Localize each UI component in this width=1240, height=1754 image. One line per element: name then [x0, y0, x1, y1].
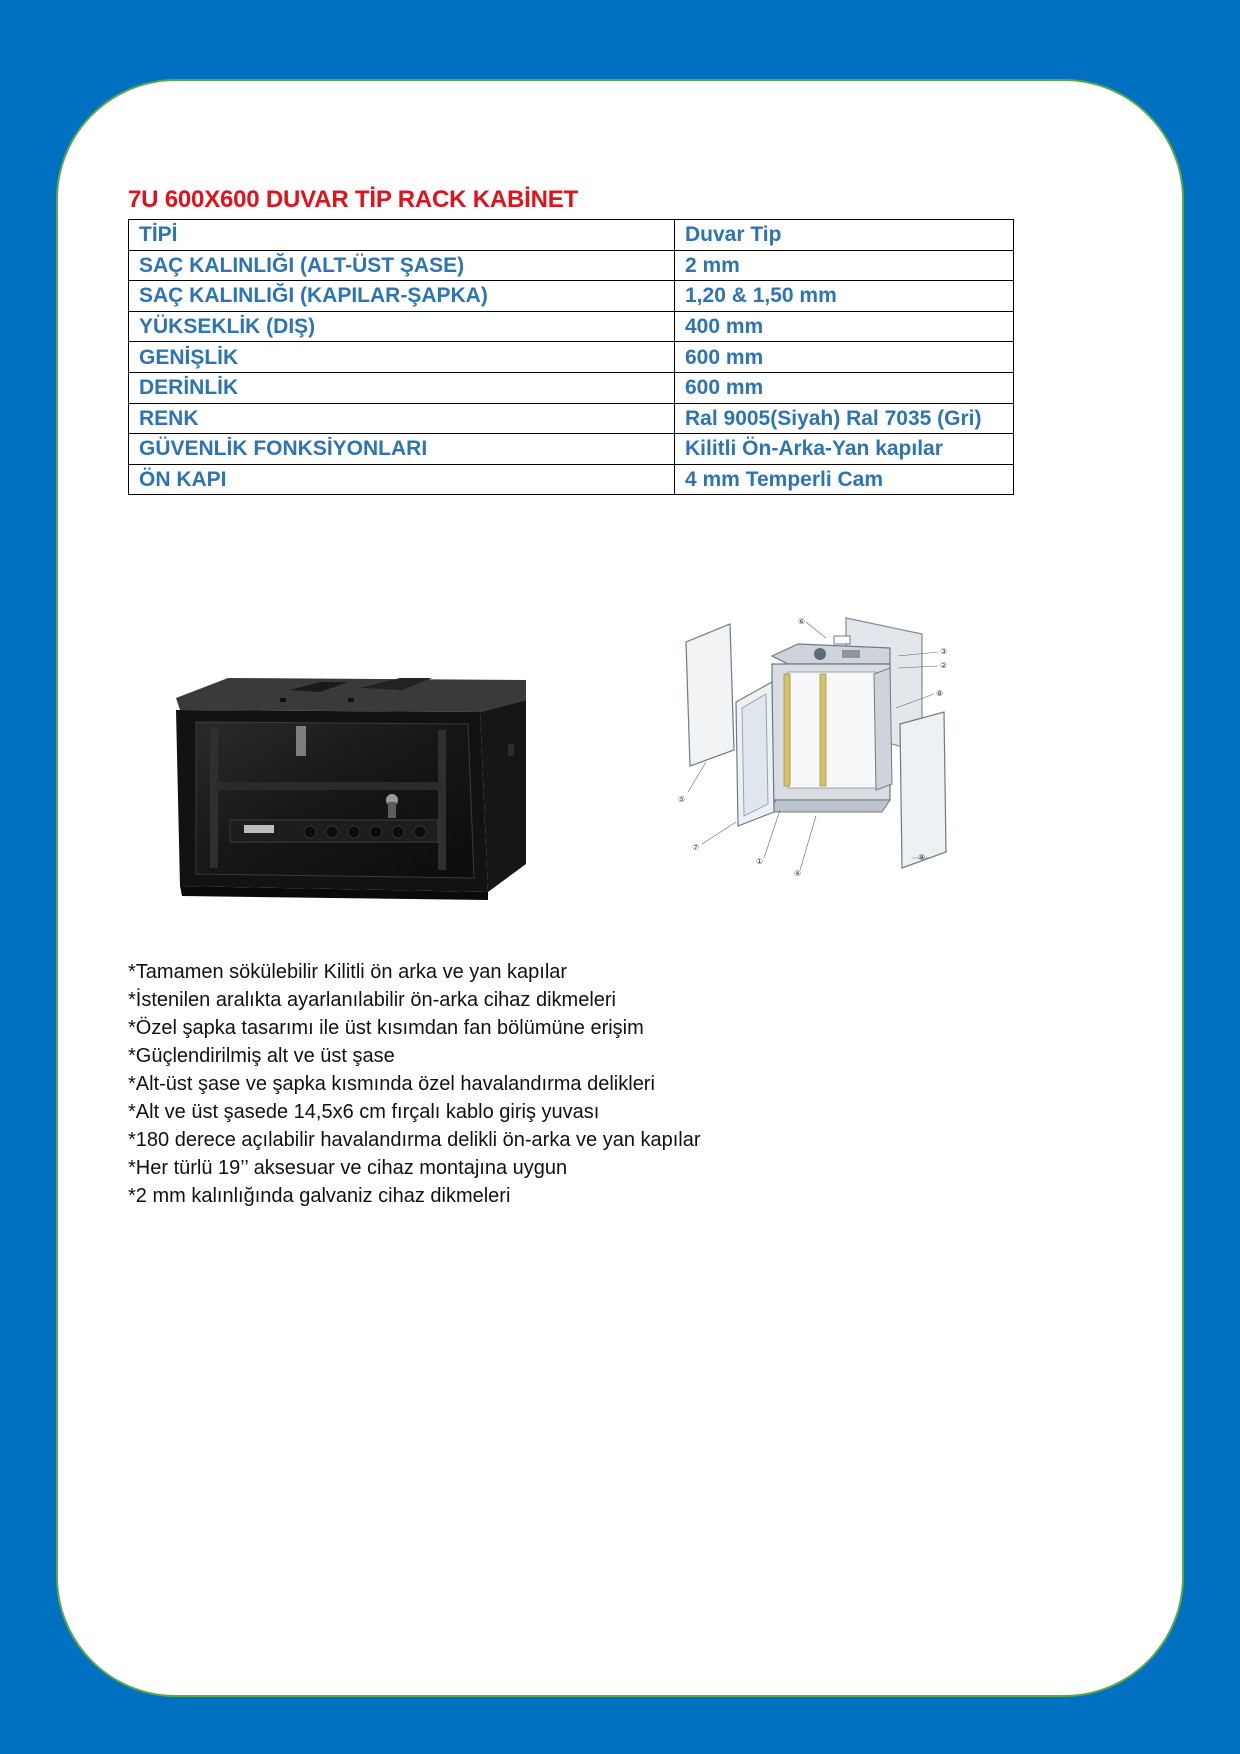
spec-label: DERİNLİK	[129, 372, 675, 403]
spec-value: 1,20 & 1,50 mm	[675, 281, 1014, 312]
table-row	[129, 281, 1014, 312]
callout-label: ③	[940, 647, 948, 656]
list-item: *Her türlü 19’’ aksesuar ve cihaz montajına uygun	[128, 1157, 568, 1179]
feature-list	[128, 958, 701, 1210]
spec-value: Duvar Tip	[675, 220, 1014, 251]
page-title: 7U 600X600 DUVAR TİP RACK KABİNET	[128, 186, 578, 213]
callout-label: ⑦	[692, 843, 700, 852]
spec-value: 600 mm	[675, 372, 1014, 403]
spec-value: 4 mm Temperli Cam	[675, 464, 1014, 495]
table-row	[129, 342, 1014, 373]
spec-label: RENK	[129, 403, 675, 434]
spec-label: GÜVENLİK FONKSİYONLARI	[129, 434, 675, 465]
exploded-diagram	[676, 612, 966, 880]
spec-value: 400 mm	[675, 311, 1014, 342]
cabinet-photo	[170, 670, 532, 902]
list-item: *Özel şapka tasarımı ile üst kısımdan fan bölümüne erişim	[128, 1017, 644, 1039]
list-item: *Alt ve üst şasede 14,5x6 cm fırçalı kablo giriş yuvası	[128, 1101, 600, 1123]
table-row	[129, 220, 1014, 251]
spec-value: Kilitli Ön-Arka-Yan kapılar	[675, 434, 1014, 465]
callout-label: ①	[756, 857, 764, 866]
list-item: *2 mm kalınlığında galvaniz cihaz dikmeleri	[128, 1185, 511, 1207]
spec-value: 2 mm	[675, 250, 1014, 281]
table-row	[129, 311, 1014, 342]
spec-label: ÖN KAPI	[129, 464, 675, 495]
list-item: *İstenilen aralıkta ayarlanılabilir ön-arka cihaz dikmeleri	[128, 989, 616, 1011]
list-item: *Alt-üst şase ve şapka kısmında özel havalandırma delikleri	[128, 1073, 655, 1095]
spec-table	[128, 219, 1014, 495]
callout-label: ⑨	[918, 853, 926, 862]
spec-value: Ral 9005(Siyah) Ral 7035 (Gri)	[675, 403, 1014, 434]
spec-label: TİPİ	[129, 220, 675, 251]
list-item: *180 derece açılabilir havalandırma delikli ön-arka ve yan kapılar	[128, 1129, 701, 1151]
spec-label: SAÇ KALINLIĞI (ALT-ÜST ŞASE)	[129, 250, 675, 281]
table-row	[129, 403, 1014, 434]
spec-label: SAÇ KALINLIĞI (KAPILAR-ŞAPKA)	[129, 281, 675, 312]
callout-label: ⑥	[798, 617, 806, 626]
list-item: *Güçlendirilmiş alt ve üst şase	[128, 1045, 395, 1067]
spec-label: YÜKSEKLİK (DIŞ)	[129, 311, 675, 342]
callout-label: ⑧	[936, 689, 944, 698]
callout-label: ④	[794, 869, 802, 878]
spec-value: 600 mm	[675, 342, 1014, 373]
callout-label: ②	[940, 661, 948, 670]
callout-label: ⑤	[678, 795, 686, 804]
spec-label: GENİŞLİK	[129, 342, 675, 373]
table-row	[129, 464, 1014, 495]
table-row	[129, 250, 1014, 281]
table-row	[129, 434, 1014, 465]
table-row	[129, 372, 1014, 403]
list-item: *Tamamen sökülebilir Kilitli ön arka ve yan kapılar	[128, 961, 568, 983]
